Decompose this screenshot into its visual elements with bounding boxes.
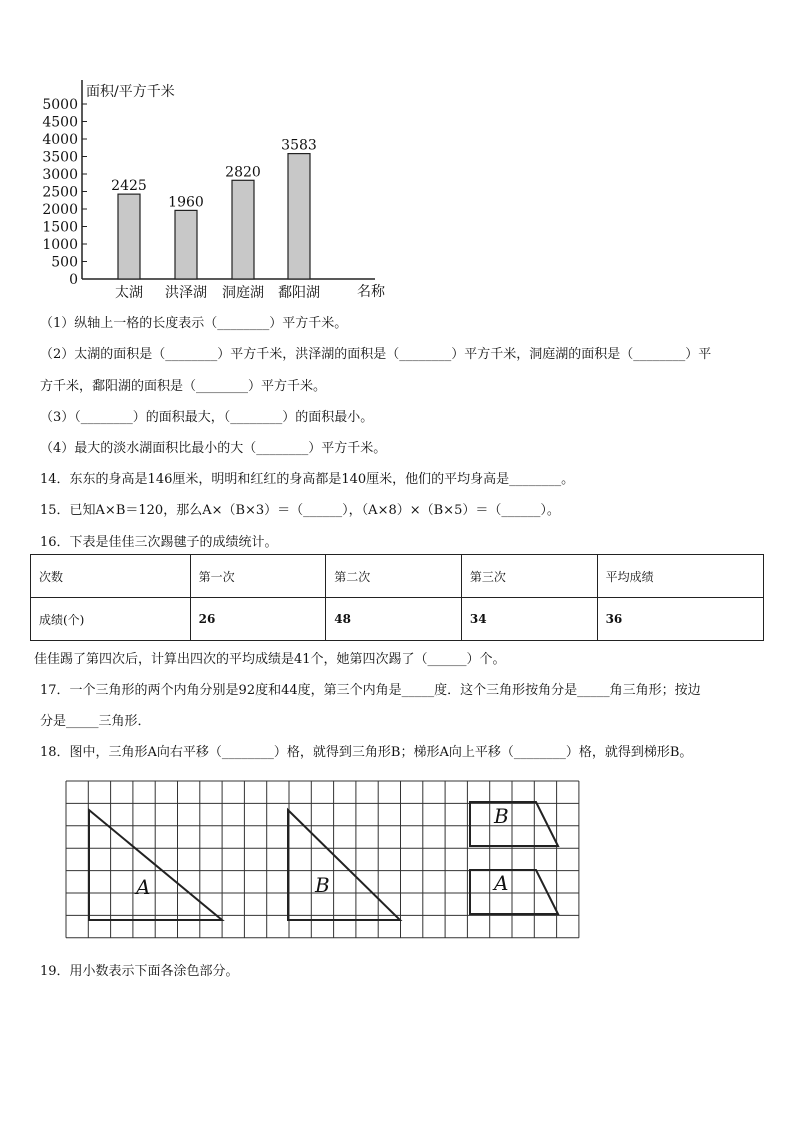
table-cell: 34 — [461, 598, 597, 641]
table-header-cell: 第三次 — [461, 555, 597, 598]
lake-area-bar-chart — [0, 70, 420, 310]
category-label: 鄱阳湖 — [278, 285, 320, 301]
bar-data-label: 1960 — [168, 194, 204, 211]
question-13-3: （3）（________）的面积最大，（________）的面积最小。 — [40, 410, 374, 425]
y-tick-label: 5000 — [42, 97, 78, 113]
trapezoid-b-label: B — [494, 804, 509, 828]
bar-洞庭湖 — [232, 180, 254, 279]
question-18: 18．图中，三角形A向右平移（________）格，就得到三角形B；梯形A向上平移（________）格，就得到梯形B。 — [40, 745, 693, 760]
trapezoid-b — [470, 802, 558, 846]
trapezoid-a — [470, 870, 558, 914]
category-label: 洞庭湖 — [222, 285, 264, 301]
bar-鄱阳湖 — [288, 154, 310, 279]
bar-data-label: 2820 — [225, 164, 261, 181]
question-13-4: （4）最大的淡水湖面积比最小的大（________）平方千米。 — [40, 441, 387, 456]
table-cell: 26 — [190, 598, 326, 641]
y-tick-label: 4000 — [42, 132, 78, 148]
y-tick-label: 1500 — [42, 219, 78, 236]
question-15: 15．已知A×B＝120，那么A×（B×3）＝（______），（A×8）×（B×5）＝（______）。 — [40, 503, 560, 518]
table-header-cell: 第一次 — [190, 555, 326, 598]
translation-grid-figure — [60, 778, 586, 948]
y-tick-label: 2500 — [42, 184, 78, 201]
bar-data-label: 3583 — [281, 137, 317, 154]
y-axis-title: 面积/平方千米 — [86, 84, 175, 100]
question-14: 14．东东的身高是146厘米，明明和红红的身高都是140厘米，他们的平均身高是________。 — [40, 472, 575, 487]
y-tick-label: 1000 — [42, 237, 78, 253]
table-header-cell: 次数 — [31, 555, 191, 598]
bar-洪泽湖 — [175, 210, 197, 279]
triangle-b-label: B — [315, 873, 330, 897]
category-label: 太湖 — [115, 285, 143, 301]
question-13-2-line-2: 方千米，鄱阳湖的面积是（________）平方千米。 — [40, 379, 327, 394]
question-13-1: （1）纵轴上一格的长度表示（________）平方千米。 — [40, 316, 348, 331]
question-19: 19．用小数表示下面各涂色部分。 — [40, 964, 239, 979]
question-16-followup: 佳佳踢了第四次后，计算出四次的平均成绩是41个，她第四次踢了（______）个。 — [34, 652, 506, 667]
table-header-cell: 平均成绩 — [597, 555, 763, 598]
x-axis-title: 名称 — [357, 284, 385, 300]
score-table — [30, 554, 764, 641]
bar-太湖 — [118, 194, 140, 279]
y-tick-label: 3500 — [42, 149, 78, 166]
question-17-line-1: 17．一个三角形的两个内角分别是92度和44度，第三个内角是_____度．这个三角形按角分是_____角三角形；按边 — [40, 683, 701, 698]
table-row-label: 成绩(个) — [31, 598, 191, 641]
table-cell: 36 — [597, 598, 763, 641]
category-label: 洪泽湖 — [165, 285, 207, 301]
table-row — [31, 598, 764, 641]
y-tick-label: 0 — [69, 272, 78, 288]
question-17-line-2: 分是_____三角形． — [40, 714, 151, 729]
table-header-row — [31, 555, 764, 598]
table-cell: 48 — [326, 598, 462, 641]
question-13-2-line-1: （2）太湖的面积是（________）平方千米，洪泽湖的面积是（________）平方千米，洞庭湖的面积是（________）平 — [40, 347, 712, 362]
question-16: 16．下表是佳佳三次踢毽子的成绩统计。 — [40, 535, 278, 550]
y-tick-label: 500 — [51, 254, 78, 271]
triangle-b — [288, 810, 400, 920]
triangle-a-label: A — [136, 875, 151, 899]
trapezoid-a-label: A — [494, 871, 509, 895]
y-tick-label: 4500 — [42, 114, 78, 131]
y-tick-label: 2000 — [42, 202, 78, 218]
y-tick-label: 3000 — [42, 167, 78, 183]
table-header-cell: 第二次 — [326, 555, 462, 598]
bar-data-label: 2425 — [111, 178, 147, 195]
